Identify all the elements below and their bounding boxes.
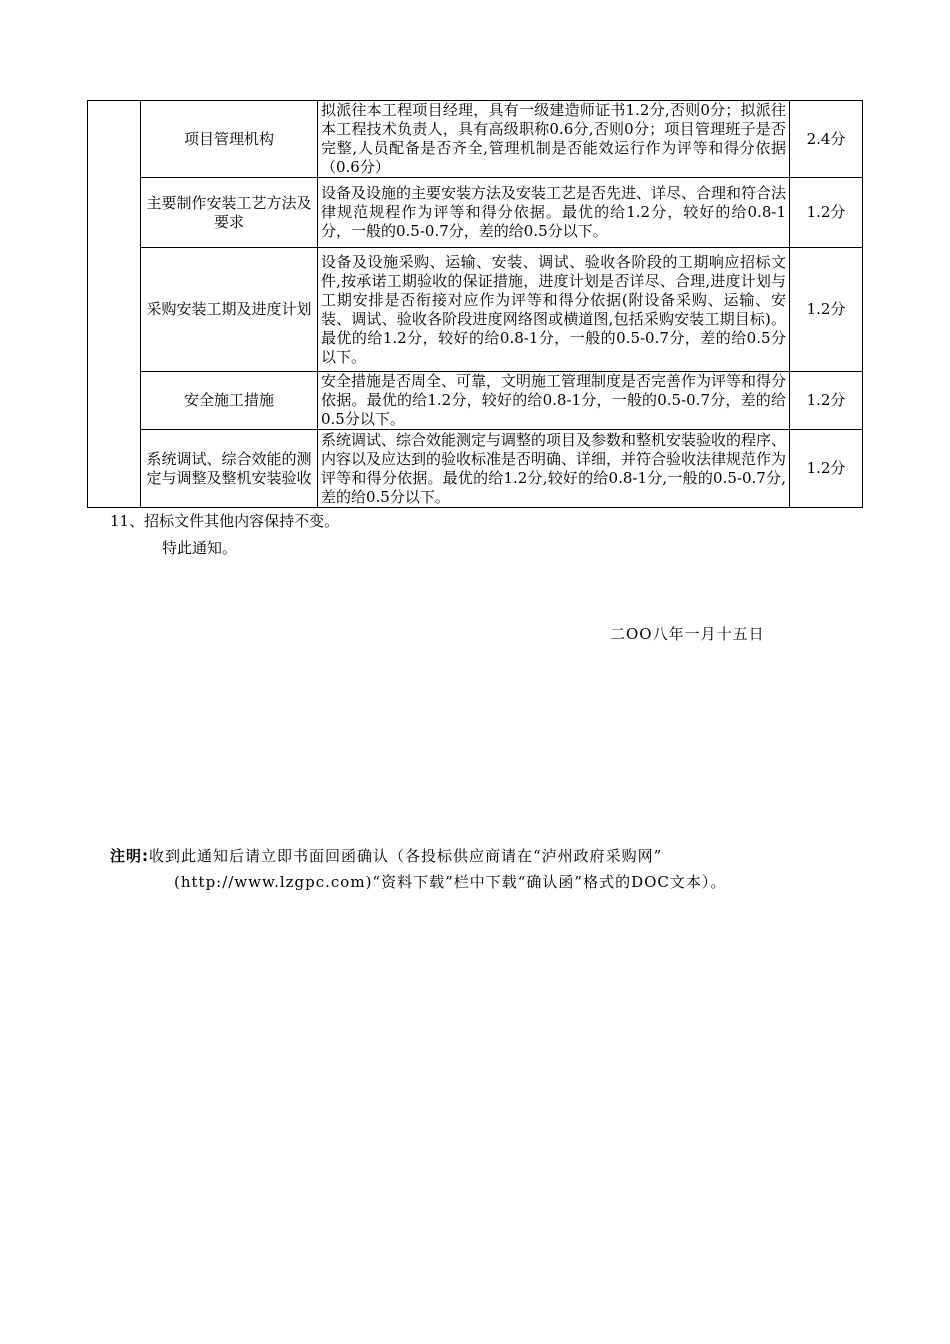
score-cell: 2.4分 — [790, 101, 863, 178]
score-cell: 1.2分 — [790, 248, 863, 372]
scoring-table — [87, 100, 863, 508]
table-row — [88, 430, 863, 508]
item-cell: 采购安装工期及进度计划 — [141, 248, 318, 372]
criteria-cell: 设备及设施采购、运输、安装、调试、验收各阶段的工期响应招标文件,按承诺工期验收的保证措施，进度计划是否详尽、合理,进度计划与工期安排是否衔接对应作为评等和得分依据(附设备采购、运输、安装、调试、验收各阶段进度网络图或横道图,包括采购安装工期目标)。最优的给1.2分，较好的给0.8-1分，一般的0.5-0.7分，差的给0.5分以下。 — [318, 248, 790, 372]
item-11-text: 11、招标文件其他内容保持不变。 — [110, 512, 340, 530]
score-cell: 1.2分 — [790, 178, 863, 248]
notice-text: 特此通知。 — [162, 539, 238, 557]
item-cell: 主要制作安装工艺方法及要求 — [141, 178, 318, 248]
table-row — [88, 248, 863, 372]
criteria-cell: 安全措施是否周全、可靠，文明施工管理制度是否完善作为评等和得分依据。最优的给1.2分，较好的给0.8-1分，一般的0.5-0.7分，差的给0.5分以下。 — [318, 372, 790, 430]
note-label: 注明 — [110, 847, 143, 865]
item-cell: 项目管理机构 — [141, 101, 318, 178]
item-cell: 系统调试、综合效能的测定与调整及整机安装验收 — [141, 430, 318, 508]
table-row — [88, 101, 863, 178]
note-line-2: (http://www.lzgpc.com)“资料下载”栏中下载“确认函”格式的DOC文本）。 — [174, 873, 727, 891]
score-cell: 1.2分 — [790, 430, 863, 508]
table-row — [88, 178, 863, 248]
score-cell: 1.2分 — [790, 372, 863, 430]
criteria-cell: 系统调试、综合效能测定与调整的项目及参数和整机安装验收的程序、内容以及应达到的验收标准是否明确、详细，并符合验收法律规范作为评等和得分依据。最优的给1.2分,较好的给0.8-1分,一般的0.5-0.7分,差的给0.5分以下。 — [318, 430, 790, 508]
document-date: 二OO八年一月十五日 — [610, 625, 765, 643]
table-row — [88, 372, 863, 430]
note-line-1 — [110, 845, 662, 866]
item-cell: 安全施工措施 — [141, 372, 318, 430]
note-text-1: 收到此通知后请立即书面回函确认（各投标供应商请在“泸州政府采购网” — [149, 847, 663, 865]
note-colon: : — [142, 847, 150, 865]
criteria-cell: 设备及设施的主要安装方法及安装工艺是否先进、详尽、合理和符合法律规范规程作为评等和得分依据。最优的给1.2分，较好的给0.8-1分，一般的0.5-0.7分，差的给0.5分以下。 — [318, 178, 790, 248]
criteria-cell: 拟派往本工程项目经理，具有一级建造师证书1.2分,否则0分；拟派往本工程技术负责人，具有高级职称0.6分,否则0分；项目管理班子是否完整,人员配备是否齐全,管理机制是否能效运行作为评等和得分依据（0.6分） — [318, 101, 790, 178]
category-cell — [88, 101, 141, 508]
